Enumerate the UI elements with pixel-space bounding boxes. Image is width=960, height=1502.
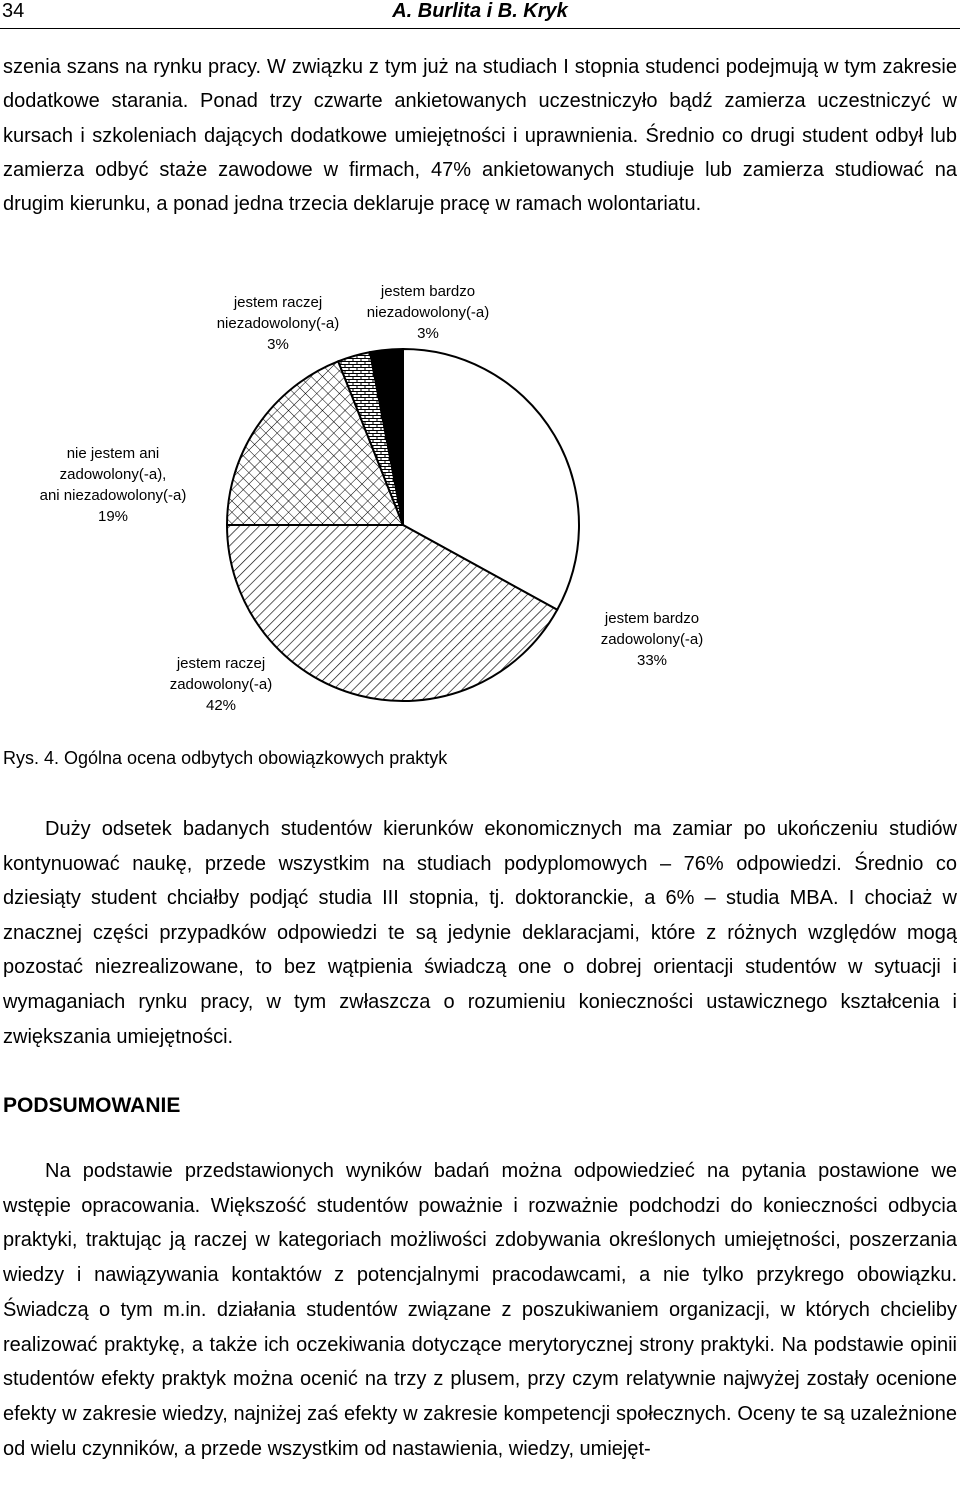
header-rule [0, 28, 960, 29]
page-header [0, 0, 960, 32]
label-neutralny-line: zadowolony(-a), [59, 466, 167, 483]
section-heading: PODSUMOWANIE [3, 1094, 181, 1117]
label-bardzo-zadowolony-line: zadowolony(-a) [600, 631, 704, 648]
label-raczej-zadowolony-line: 42% [205, 697, 237, 714]
label-bardzo-niezadowolony-line: niezadowolony(-a) [366, 304, 490, 321]
label-raczej-niezadowolony-line: jestem raczej [233, 294, 323, 311]
label-raczej-niezadowolony [217, 294, 340, 353]
figure-caption: Rys. 4. Ogólna ocena odbytych obowiązkowych praktyk [3, 748, 448, 768]
label-neutralny-line: 19% [97, 508, 129, 525]
label-bardzo-zadowolony [601, 610, 704, 669]
running-title: A. Burlita i B. Kryk [392, 0, 568, 22]
page-number: 34 [2, 0, 25, 22]
label-neutralny-line: nie jestem ani [66, 445, 160, 462]
label-bardzo-niezadowolony-line: 3% [417, 325, 439, 342]
label-bardzo-niezadowolony-line: jestem bardzo [380, 283, 476, 300]
paragraph-further-study: Duży odsetek badanych studentów kierunków ekonomicznych ma zamiar po ukończeniu studiów kontynuować naukę, przede wszystkim na studiach podyplomowych – 76% odpowiedzi. Średnio co dziesiąty student chciałby podjąć studia III stopnia, tj. doktoranckie, a 6% – studia MBA. I chociaż w znacznej części przypadków odpowiedzi te są jedynie deklaracjami, które z różnych względów mogą pozostać niezrealizowane, to bez wątpienia świadczą one o dobrej orientacji studentów w sytuacji i wymaganiach rynku pracy, w tym zwłaszcza o rozumieniu konieczności ustawicznego kształcenia i zwiększania umiejętności. [3, 818, 957, 1048]
pie-chart [0, 280, 960, 740]
label-bardzo-zadowolony-line: 33% [636, 652, 668, 669]
label-raczej-zadowolony-line: zadowolony(-a) [169, 676, 273, 693]
paragraph-summary: Na podstawie przedstawionych wyników badań można odpowiedzieć na pytania postawione we wstępie opracowania. Większość studentów poważnie i rozważnie podchodzi do konieczności odbycia praktyki, traktując ją raczej w kategoriach możliwości zdobywania określonych umiejętności, poszerzania wiedzy i nawiązywania kontaktów z potencjalnymi pracodawcami, a nie tylko przykrego obowiązku. Świadczą o tym m.in. działania studentów związane z poszukiwaniem organizacji, w których chcieliby realizować praktykę, a także ich oczekiwania dotyczące merytorycznej strony praktyki. Na podstawie opinii studentów efekty praktyk można ocenić na trzy z plusem, przy czym relatywnie najwyżej zostały ocenione efekty w zakresie wiedzy, najniżej zaś efekty w zakresie kompetencji społecznych. Oceny te są uzależnione od wielu czynników, a przede wszystkim od nastawienia, wiedzy, umiejęt- [3, 1160, 957, 1460]
label-raczej-zadowolony-line: jestem raczej [176, 655, 266, 672]
label-neutralny [40, 445, 187, 525]
paragraph-intro: szenia szans na rynku pracy. W związku z tym już na studiach I stopnia studenci podejmują w tym zakresie dodatkowe starania. Ponad trzy czwarte ankietowanych uczestniczyło bądź zamierza uczestniczyć w kursach i szkoleniach dających dodatkowe umiejętności i uprawnienia. Średnio co drugi student odbył lub zamierza odbyć staże zawodowe w firmach, 47% ankietowanych studiuje lub zamierza studiować na drugim kierunku, a ponad jedna trzecia deklaruje pracę w ramach wolontariatu. [3, 56, 957, 216]
label-raczej-zadowolony [170, 655, 273, 714]
label-raczej-niezadowolony-line: 3% [267, 336, 289, 353]
label-neutralny-line: ani niezadowolony(-a) [39, 487, 187, 504]
label-raczej-niezadowolony-line: niezadowolony(-a) [216, 315, 340, 332]
label-bardzo-niezadowolony [367, 283, 490, 342]
label-bardzo-zadowolony-line: jestem bardzo [604, 610, 700, 627]
